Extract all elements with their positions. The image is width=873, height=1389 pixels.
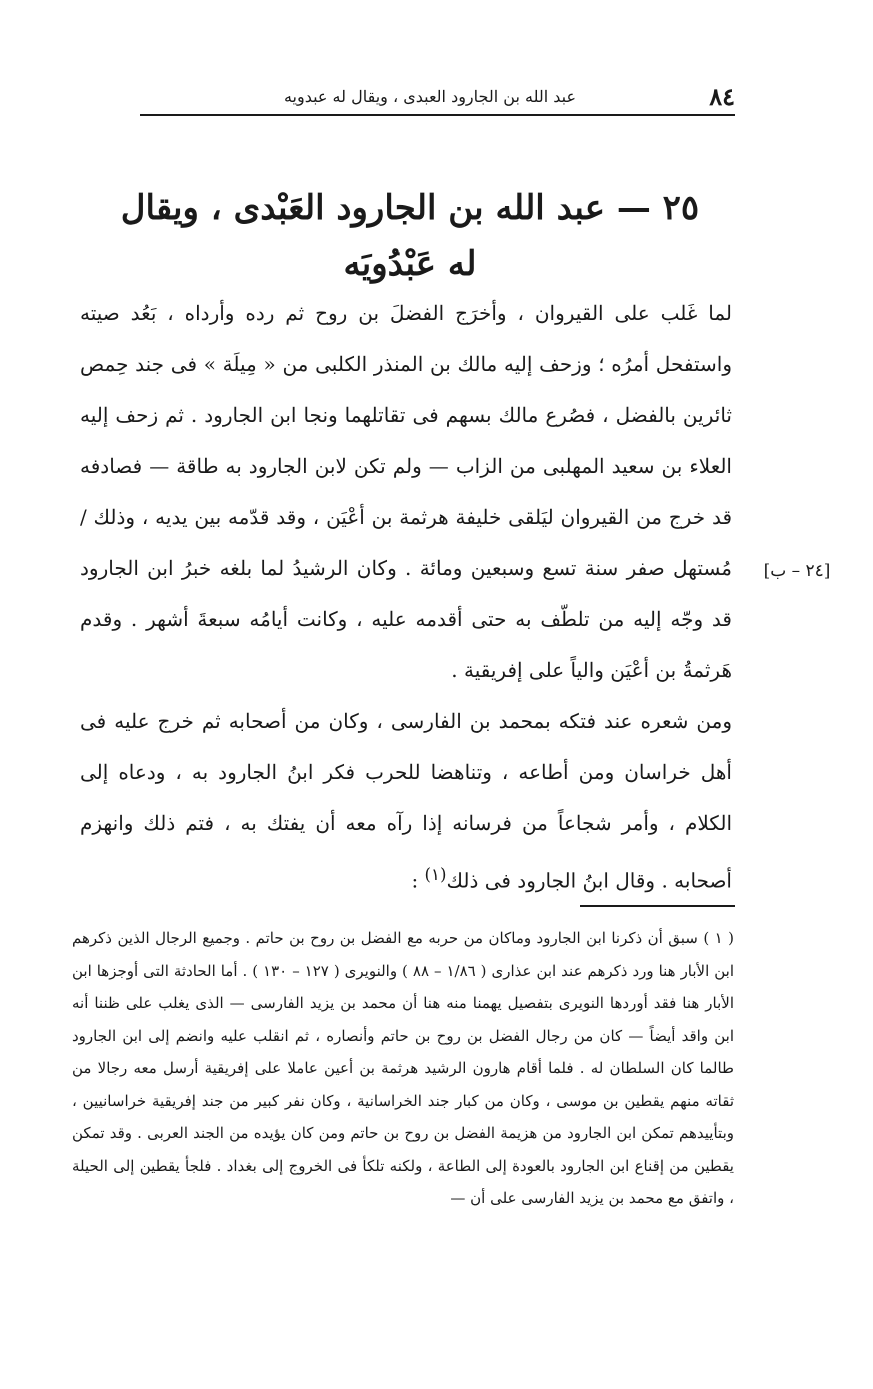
footnote-separator: [580, 905, 735, 907]
paragraph-2-end: :: [411, 868, 425, 893]
main-text: [80, 288, 732, 907]
footnotes: [72, 922, 734, 1215]
paragraph-2-text: ومن شعره عند فتكه بمحمد بن الفارسى ، وكان من أصحابه ثم خرج عليه فى أهل خراسان ومن أطاعه ، وتناهضا للحرب فكر ابنُ الجارود به ، ودعاه إلى الكلام ، وأمر شجاعاً من فرسانه إذا رآه معه أن يفتك به ، فتم ذلك وانهزم أصحابه . وقال ابنُ الجارود فى ذلك: [80, 709, 732, 893]
footnote-1: ( ١ ) سبق أن ذكرنا ابن الجارود وماكان من حربه مع الفضل بن روح بن حاتم . وجميع الرجال الذين ذكرهم ابن الأبار هنا ورد ذكرهم عند ابن عذارى ( ١/٨٦ – ٨٨ ) والنويرى ( ١٢٧ – ١٣٠ ) . أما الحادثة التى أوجزها ابن الأبار هنا فقد أوردها النويرى بتفصيل يهمنا منه هنا أن محمد بن يزيد الفارسى — الذى يغلب على ظننا أنه ابن واقد أيضاً — كان من رجال الفضل بن روح بن حاتم وأنصاره ، ثم انقلب عليه وانضم إلى ابن الجارود طالما كان السلطان له . فلما أقام هارون الرشيد هرثمة بن أعين عاملا على إفريقية أرسل معه رجالا من ثقاته منهم يقطين بن موسى ، وكان من كبار جند الخراسانية ، وكان نفر كبير من جند إفريقية خراسانيين ، وبتأييدهم تمكن ابن الجارود من هزيمة الفضل بن روح بن حاتم ومن كان يؤيده من الجند العربى . وقد تمكن يقطين من إقناع ابن الجارود بالعودة إلى الطاعة ، ولكنه تلكأ فى الخروج إلى بغداد . فلجأ يقطين إلى الحيلة ، واتفق مع محمد بن يزيد الفارسى على أن —: [72, 929, 735, 1207]
running-title: عبد الله بن الجارود العبدى ، ويقال له عبدويه: [283, 87, 577, 106]
chapter-title: ٢٥ — عبد الله بن الجارود العَبْدى ، ويقال له عَبْدُويَه: [120, 188, 700, 284]
page-number: ٨٤: [709, 82, 735, 111]
paragraph-1: لما غَلب على القيروان ، وأخرَج الفضلَ بن روح ثم رده وأرداه ، بَعُد صيته واستفحل أمرُه ؛ وزحف إليه مالك بن المنذر الكلبى من « مِيلَة » فى جند حِمص ثائرين بالفضل ، فصُرع مالك بسهم فى تقاتلهما ونجا ابن الجارود . ثم زحف إليه العلاء بن سعيد المهلبى من الزاب — ولم تكن لابن الجارود به طاقة — فصادفه قد خرج من القيروان ليَلقى خليفة هرثمة بن أعْيَن ، وقد قدّمه بين يديه ، وذلك / مُستهل صفر سنة تسع وسبعين ومائة . وكان الرشيدُ لما بلغه خبرُ ابن الجارود قد وجّه إليه من تلطّف به حتى أقدمه عليه ، وكانت أيامُه سبعةَ أشهر . وقدم هَرثمةُ بن أعْيَن والياً على إفريقية .: [80, 301, 732, 682]
manuscript-folio-marker: [٢٤ – ب]: [763, 561, 831, 581]
footnote-marker: (١): [424, 865, 447, 884]
page-header: [140, 82, 735, 112]
header-rule: [140, 114, 735, 116]
paragraph-2: [80, 696, 732, 907]
